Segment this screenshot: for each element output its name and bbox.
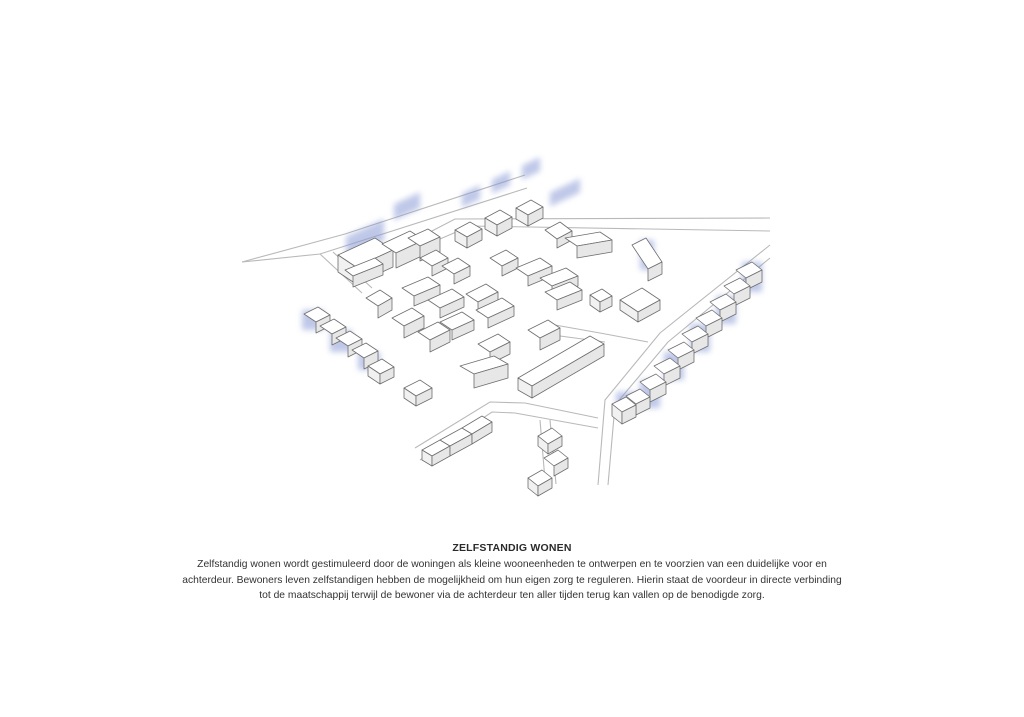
building-east-pair	[620, 238, 662, 322]
caption-block	[182, 541, 842, 604]
building-row-north	[455, 200, 612, 258]
building-row-southwest	[422, 416, 492, 466]
caption-body: Zelfstandig wonen wordt gestimuleerd door de woningen als kleine wooneenheden te ontwerpen en te voorzien van een duidelijke voor en achterdeur. Bewoners leven zelfstandigen hebben de mogelijkheid om hun eigen zorg te reguleren. Hierin staat de voordeur in directe verbinding tot de maatschappij terwijl de bewoner via de achterdeur ten aller tijden terug kan vallen op de benodigde zorg.	[182, 559, 842, 602]
building-cluster-south	[528, 428, 568, 496]
building-row-east	[612, 262, 762, 424]
buildings	[304, 200, 762, 496]
caption-title: ZELFSTANDIG WONEN	[452, 542, 572, 554]
